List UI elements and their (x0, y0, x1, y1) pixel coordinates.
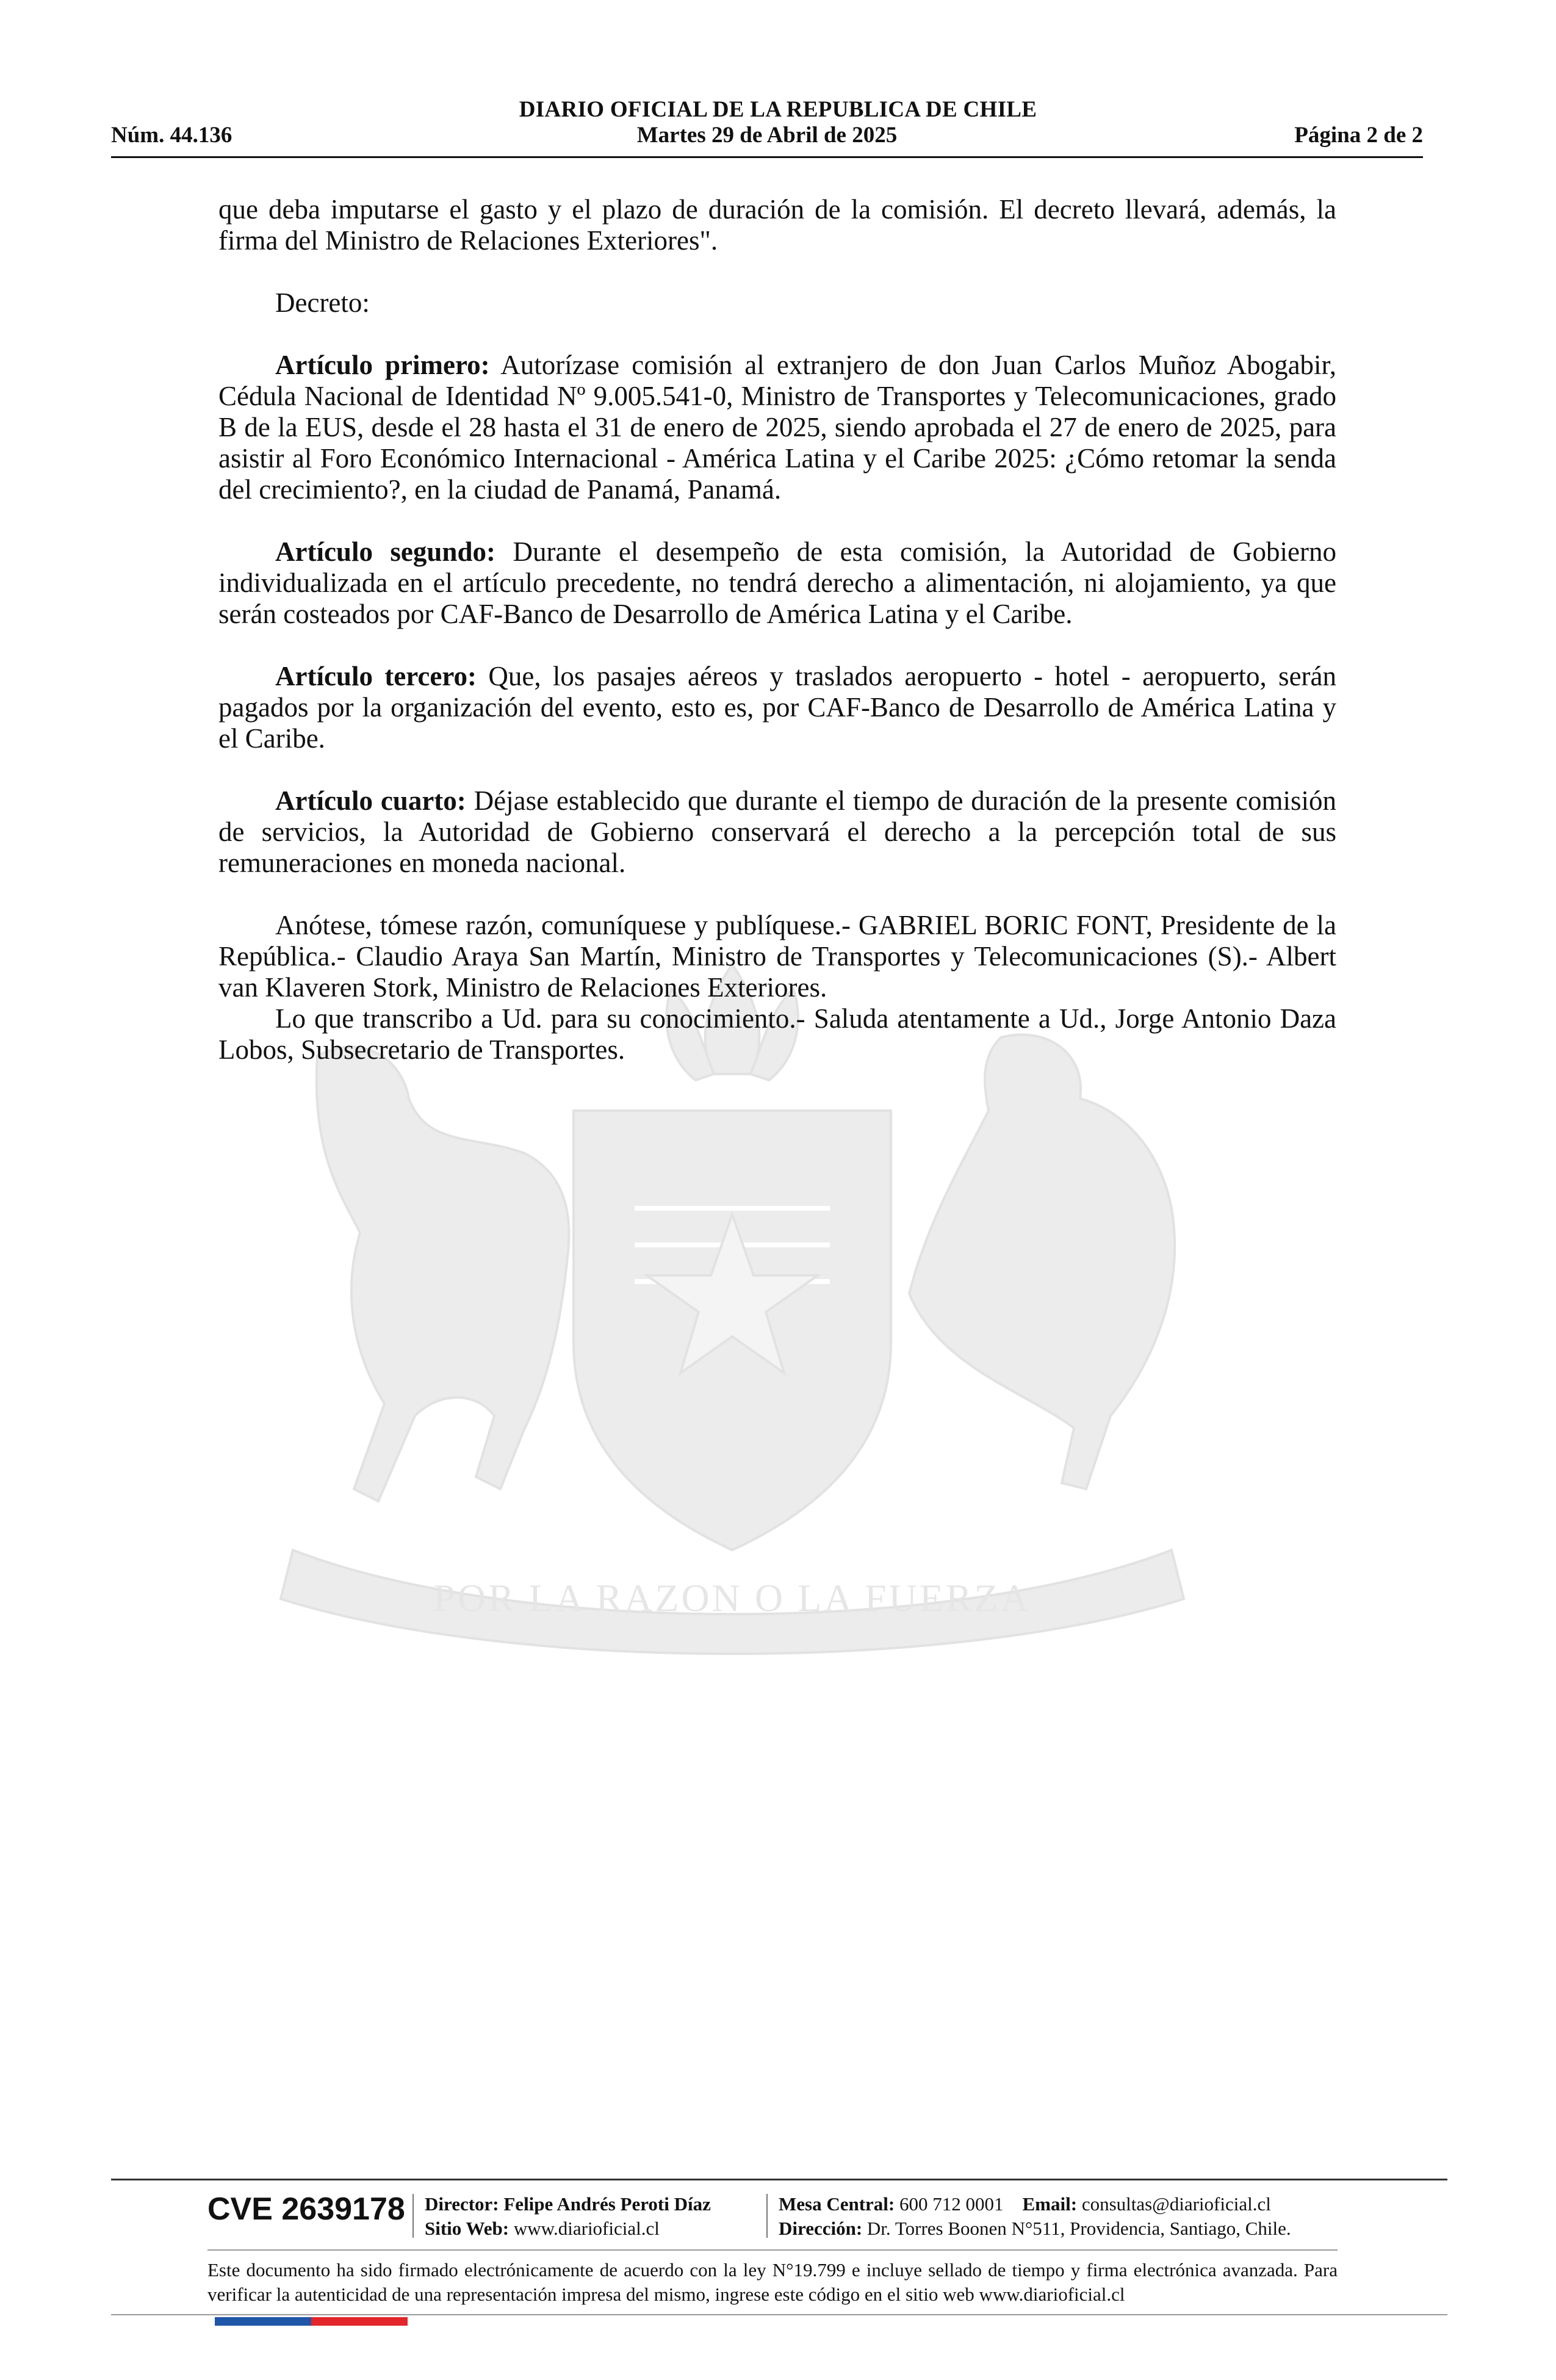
article-4 (218, 785, 1336, 879)
paragraph-decreto: Decreto: (275, 287, 370, 318)
footer-divider-top (111, 2179, 1447, 2180)
director-value: Felipe Andrés Peroti Díaz (499, 2193, 711, 2215)
phone-value: 600 712 0001 (895, 2193, 1004, 2215)
header-row (111, 122, 1423, 150)
transcription-note: Lo que transcribo a Ud. para su conocimiento.- Saluda atentamente a Ud., Jorge Antonio Daza Lobos, Subsecretario de Transportes. (218, 1003, 1336, 1065)
flag-stripe-red (311, 2317, 408, 2326)
article-3-text: Que, los pasajes aéreos y traslados aeropuerto - hotel - aeropuerto, serán pagados por la organización del evento, esto es, por CAF-Banco de Desarrollo de América Latina y el Caribe. (218, 661, 1336, 754)
cve-code: CVE 2639178 (207, 2191, 405, 2227)
phone-label: Mesa Central: (779, 2193, 895, 2215)
paragraph-intro: que deba imputarse el gasto y el plazo de duración de la comisión. El decreto llevará, además, la firma del Ministro de Relaciones Exteriores". (218, 194, 1336, 256)
address-value: Dr. Torres Boonen N°511, Providencia, Santiago, Chile. (862, 2218, 1291, 2239)
article-2-label: Artículo segundo: (275, 536, 495, 567)
flag-stripe-blue (215, 2317, 311, 2326)
footer-director-block (425, 2192, 711, 2241)
article-1 (218, 350, 1336, 505)
footer-separator (766, 2194, 768, 2238)
article-4-text: Déjase establecido que durante el tiempo de duración de la presente comisión de servicios, la Autoridad de Gobierno conservará el derecho a la percepción total de sus remuneraciones en moneda nacional. (218, 785, 1336, 878)
header-divider (111, 156, 1423, 158)
article-3 (218, 661, 1336, 754)
web-value[interactable]: www.diarioficial.cl (509, 2218, 660, 2239)
web-label: Sitio Web: (425, 2218, 510, 2239)
email-value[interactable]: consultas@diarioficial.cl (1077, 2193, 1271, 2215)
email-label: Email: (1022, 2193, 1078, 2215)
footer-contact-block (779, 2192, 1291, 2241)
article-4-label: Artículo cuarto: (275, 785, 466, 816)
page-indicator: Página 2 de 2 (1294, 123, 1423, 148)
address-label: Dirección: (779, 2218, 863, 2239)
closing-signatures: Anótese, tómese razón, comuníquese y publíquese.- GABRIEL BORIC FONT, Presidente de la República.- Claudio Araya San Martín, Ministro de Transportes y Telecomunicaciones (S).- Albert van Klaveren Stork, Ministro de Relaciones Exteriores. (218, 910, 1336, 1003)
footer-divider-bottom (111, 2314, 1447, 2315)
article-3-label: Artículo tercero: (275, 661, 477, 691)
article-2 (218, 536, 1336, 630)
article-2-text: Durante el desempeño de esta comisión, la Autoridad de Gobierno individualizada en el artículo precedente, no tendrá derecho a alimentación, ni alojamiento, ya que serán costeados por CAF-Banco de Desarrollo de América Latina y el Caribe. (218, 536, 1337, 629)
director-label: Director: (425, 2193, 499, 2215)
footer-separator (412, 2194, 414, 2238)
footer-divider-mid (207, 2249, 1338, 2251)
header-title: DIARIO OFICIAL DE LA REPUBLICA DE CHILE (519, 97, 1037, 122)
watermark-motto: POR LA RAZON O LA FUERZA (433, 1576, 1031, 1620)
document-body (218, 194, 1336, 1066)
article-1-label: Artículo primero: (275, 350, 490, 380)
issue-number: Núm. 44.136 (111, 123, 232, 148)
article-1-text: Autorízase comisión al extranjero de don Juan Carlos Muñoz Abogabir, Cédula Nacional de Identidad Nº 9.005.541-0, Ministro de Transportes y Telecomunicaciones, grado B de la EUS, desde el 28 hasta el 31 de enero de 2025, siendo aprobada el 27 de enero de 2025, para asistir al Foro Económico Internacional - América Latina y el Caribe 2025: ¿Cómo retomar la senda del crecimiento?, en la ciudad de Panamá, Panamá. (218, 350, 1336, 505)
electronic-signature-note: Este documento ha sido firmado electrónicamente de acuerdo con la ley N°19.799 e incluye sellado de tiempo y firma electrónica avanzada. Para verificar la autenticidad de una representación impresa del mismo, ingrese este código en el sitio web www.diarioficial.cl (207, 2259, 1338, 2305)
issue-date: Martes 29 de Abril de 2025 (636, 123, 898, 148)
